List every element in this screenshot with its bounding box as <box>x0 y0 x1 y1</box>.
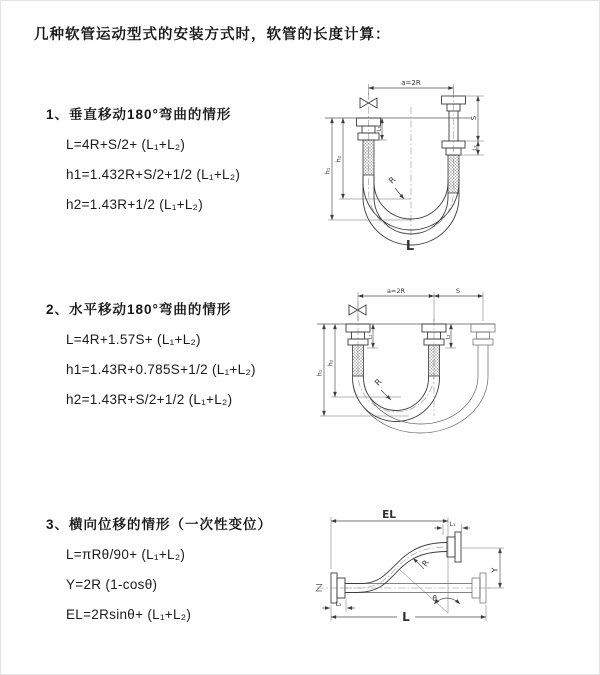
moved-pipe-fitting <box>471 324 495 345</box>
radius-label: R <box>373 377 384 388</box>
formula-L: L=πRθ/90+ (L₁+L₂) <box>66 547 186 562</box>
formula-h2: h2=1.43R+S/2+1/2 (L₁+L₂) <box>66 392 233 407</box>
formula-L: L=4R+1.57S+ (L₁+L₂) <box>66 332 201 347</box>
radius-construction-line <box>400 570 448 613</box>
dim-label-s: S <box>470 115 478 121</box>
dim-label-h2: h₂ <box>326 359 335 367</box>
section-lateral-displacement <box>46 515 272 630</box>
dim-label-a2r: a=2R <box>401 79 421 87</box>
section-horizontal-movement <box>46 300 256 415</box>
section-vertical-movement <box>46 105 240 220</box>
dim-label-y: Y <box>490 567 500 573</box>
diagram-horizontal-u-bend <box>301 284 600 469</box>
dim-label-l: L <box>402 610 410 624</box>
dim-label-h2: h₂ <box>334 155 343 163</box>
page-title: 几种软管运动型式的安装方式时，软管的长度计算： <box>34 27 391 43</box>
section-2-heading: 2、水平移动180°弯曲的情形 <box>46 302 232 317</box>
radius-arrow <box>381 390 391 400</box>
formula-h2: h2=1.43R+1/2 (L₁+L₂) <box>66 197 204 212</box>
formula-EL: EL=2Rsinθ+ (L₁+L₂) <box>66 607 192 622</box>
angle-arc <box>434 598 460 604</box>
dim-label-h1: h₁ <box>315 369 324 377</box>
section-3-heading: 3、横向位移的情形（一次性变位） <box>46 517 273 532</box>
dim-label-a2r: a=2R <box>386 287 406 295</box>
dim-label-l1: L₁ <box>449 521 456 528</box>
dim-label-l2: L₂ <box>335 601 342 608</box>
formula-Y: Y=2R (1-cosθ) <box>66 577 158 592</box>
diagram-vertical-u-bend <box>306 73 596 258</box>
dim-label-l2: L₂ <box>472 145 479 151</box>
dim-label-l2: L₂ <box>445 334 452 340</box>
radius-label: R <box>387 175 398 186</box>
length-label: L <box>405 239 415 254</box>
formula-h1: h1=1.432R+S/2+1/2 (L₁+L₂) <box>66 167 241 182</box>
formula-h1: h1=1.43R+0.785S+1/2 (L₁+L₂) <box>66 362 256 377</box>
radius-arrow <box>395 188 404 199</box>
angle-label: θ <box>432 594 437 603</box>
section-1-heading: 1、垂直移动180°弯曲的情形 <box>46 107 232 122</box>
dim-label-h1: h₁ <box>323 167 332 175</box>
dim-label-l1: L₁ <box>376 126 383 132</box>
diagram-lateral-displacement <box>306 506 600 671</box>
dim-label-el: EL <box>382 509 396 521</box>
valve-icon <box>349 305 366 315</box>
formula-L: L=4R+S/2+ (L₁+L₂) <box>66 137 186 152</box>
dim-label-s: S <box>455 287 461 295</box>
dim-label-l1: L₁ <box>367 334 374 340</box>
hose-u-bend <box>353 345 489 433</box>
radius-label: R <box>420 558 431 569</box>
